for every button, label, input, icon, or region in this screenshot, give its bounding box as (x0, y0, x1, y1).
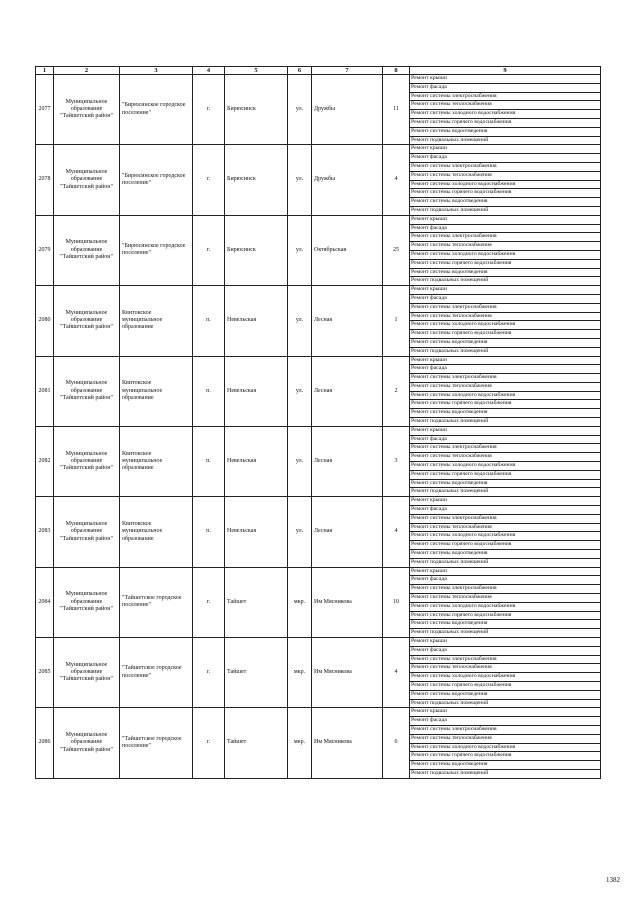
repair-work-cell: Ремонт системы горячего водоснабжения (410, 400, 601, 409)
repair-work-cell: Ремонт системы холодного водоснабжения (410, 180, 601, 189)
municipality-cell: Муниципальное образование "Тайшетский район" (54, 145, 120, 215)
house-number-cell: 3 (383, 426, 410, 496)
house-number-cell: 25 (383, 215, 410, 285)
repair-work-cell: Ремонт системы водоотведения (410, 690, 601, 699)
house-number-cell: 10 (383, 567, 410, 637)
repair-work-cell: Ремонт системы горячего водоснабжения (410, 611, 601, 620)
repair-work-cell: Ремонт системы электроснабжения (410, 725, 601, 734)
repair-work-cell: Ремонт системы теплоснабжения (410, 453, 601, 462)
repair-work-cell: Ремонт подвальных помещений (410, 136, 601, 145)
locality-type-cell: г. (193, 215, 225, 285)
repair-work-cell: Ремонт системы холодного водоснабжения (410, 462, 601, 471)
record-number: 2084 (36, 567, 54, 637)
table-row (36, 356, 601, 365)
repair-work-cell: Ремонт системы водоотведения (410, 268, 601, 277)
repair-work-cell: Ремонт системы холодного водоснабжения (410, 602, 601, 611)
header-row (36, 67, 601, 75)
repair-work-cell: Ремонт системы электроснабжения (410, 92, 601, 101)
repair-work-cell: Ремонт системы холодного водоснабжения (410, 321, 601, 330)
record-number: 2077 (36, 75, 54, 145)
repair-work-cell: Ремонт системы водоотведения (410, 761, 601, 770)
municipality-cell: Муниципальное образование "Тайшетский район" (54, 286, 120, 356)
municipality-cell: Муниципальное образование "Тайшетский район" (54, 215, 120, 285)
repair-work-cell: Ремонт системы теплоснабжения (410, 523, 601, 532)
repair-work-cell: Ремонт фасада (410, 506, 601, 515)
table-row (36, 497, 601, 506)
street-name-cell: Им Мясникова (312, 567, 383, 637)
repair-work-cell: Ремонт фасада (410, 365, 601, 374)
repair-work-cell: Ремонт системы горячего водоснабжения (410, 330, 601, 339)
record-number: 2082 (36, 426, 54, 496)
repair-work-cell: Ремонт системы водоотведения (410, 127, 601, 136)
repair-work-cell: Ремонт крыши (410, 286, 601, 295)
repair-work-cell: Ремонт системы теплоснабжения (410, 382, 601, 391)
street-name-cell: Лесная (312, 497, 383, 567)
locality-type-cell: г. (193, 567, 225, 637)
locality-name-cell: Тайшет (225, 638, 288, 708)
locality-name-cell: Невельская (225, 426, 288, 496)
table-row (36, 286, 601, 295)
table-row (36, 145, 601, 154)
repair-work-cell: Ремонт крыши (410, 426, 601, 435)
repair-work-cell: Ремонт крыши (410, 638, 601, 647)
settlement-cell: "Тайшетское городское поселение" (120, 638, 193, 708)
table-row (36, 708, 601, 717)
street-type-cell: ул. (288, 145, 312, 215)
repair-work-cell: Ремонт системы горячего водоснабжения (410, 189, 601, 198)
repair-work-cell: Ремонт системы теплоснабжения (410, 664, 601, 673)
repair-work-cell: Ремонт фасада (410, 83, 601, 92)
repair-work-cell: Ремонт фасада (410, 717, 601, 726)
repair-work-cell: Ремонт подвальных помещений (410, 347, 601, 356)
locality-type-cell: п. (193, 356, 225, 426)
record-number: 2081 (36, 356, 54, 426)
repair-work-cell: Ремонт крыши (410, 145, 601, 154)
settlement-cell: Квитокское муниципальное образование (120, 426, 193, 496)
locality-type-cell: п. (193, 286, 225, 356)
street-type-cell: ул. (288, 215, 312, 285)
record-number: 2086 (36, 708, 54, 778)
column-header-5: 5 (225, 67, 288, 75)
street-name-cell: Лесная (312, 356, 383, 426)
repair-work-cell: Ремонт системы горячего водоснабжения (410, 752, 601, 761)
street-type-cell: ул. (288, 356, 312, 426)
repair-work-cell: Ремонт системы электроснабжения (410, 514, 601, 523)
repair-work-cell: Ремонт фасада (410, 576, 601, 585)
house-number-cell: 6 (383, 708, 410, 778)
repair-work-cell: Ремонт крыши (410, 497, 601, 506)
settlement-cell: Квитокское муниципальное образование (120, 497, 193, 567)
municipality-cell: Муниципальное образование "Тайшетский район" (54, 497, 120, 567)
street-type-cell: ул. (288, 75, 312, 145)
column-header-7: 7 (312, 67, 383, 75)
table-row (36, 215, 601, 224)
street-name-cell: Октябрьская (312, 215, 383, 285)
repair-program-table (35, 66, 601, 779)
column-header-9: 9 (410, 67, 601, 75)
repair-work-cell: Ремонт системы водоотведения (410, 338, 601, 347)
repair-work-cell: Ремонт системы горячего водоснабжения (410, 470, 601, 479)
house-number-cell: 4 (383, 638, 410, 708)
repair-work-cell: Ремонт системы холодного водоснабжения (410, 250, 601, 259)
settlement-cell: "Бирюсинское городское поселение" (120, 75, 193, 145)
table-row (36, 75, 601, 84)
repair-work-cell: Ремонт системы холодного водоснабжения (410, 110, 601, 119)
repair-work-cell: Ремонт системы электроснабжения (410, 162, 601, 171)
locality-name-cell: Бирюсинск (225, 215, 288, 285)
settlement-cell: "Бирюсинское городское поселение" (120, 145, 193, 215)
column-header-4: 4 (193, 67, 225, 75)
repair-work-cell: Ремонт системы электроснабжения (410, 233, 601, 242)
repair-work-cell: Ремонт системы электроснабжения (410, 374, 601, 383)
repair-work-cell: Ремонт системы электроснабжения (410, 585, 601, 594)
repair-work-cell: Ремонт системы холодного водоснабжения (410, 673, 601, 682)
locality-type-cell: г. (193, 145, 225, 215)
repair-work-cell: Ремонт системы теплоснабжения (410, 171, 601, 180)
repair-work-cell: Ремонт фасада (410, 294, 601, 303)
municipality-cell: Муниципальное образование "Тайшетский район" (54, 638, 120, 708)
table-row (36, 567, 601, 576)
street-type-cell: ул. (288, 497, 312, 567)
house-number-cell: 4 (383, 497, 410, 567)
settlement-cell: "Тайшетское городское поселение" (120, 567, 193, 637)
repair-work-cell: Ремонт системы водоотведения (410, 409, 601, 418)
street-name-cell: Им Мясникова (312, 708, 383, 778)
column-header-3: 3 (120, 67, 193, 75)
municipality-cell: Муниципальное образование "Тайшетский район" (54, 75, 120, 145)
street-type-cell: ул. (288, 426, 312, 496)
repair-work-cell: Ремонт системы водоотведения (410, 479, 601, 488)
settlement-cell: "Бирюсинское городское поселение" (120, 215, 193, 285)
repair-work-cell: Ремонт системы горячего водоснабжения (410, 118, 601, 127)
repair-work-cell: Ремонт подвальных помещений (410, 769, 601, 778)
table-body (36, 75, 601, 779)
locality-type-cell: п. (193, 497, 225, 567)
street-type-cell: мкр. (288, 638, 312, 708)
repair-work-cell: Ремонт системы теплоснабжения (410, 734, 601, 743)
repair-work-cell: Ремонт фасада (410, 435, 601, 444)
street-type-cell: мкр. (288, 567, 312, 637)
repair-work-cell: Ремонт системы теплоснабжения (410, 242, 601, 251)
column-header-6: 6 (288, 67, 312, 75)
repair-work-cell: Ремонт фасада (410, 224, 601, 233)
repair-work-cell: Ремонт подвальных помещений (410, 699, 601, 708)
repair-work-cell: Ремонт крыши (410, 708, 601, 717)
record-number: 2080 (36, 286, 54, 356)
settlement-cell: Квитокское муниципальное образование (120, 356, 193, 426)
record-number: 2079 (36, 215, 54, 285)
table-row (36, 638, 601, 647)
street-name-cell: Дружбы (312, 145, 383, 215)
record-number: 2078 (36, 145, 54, 215)
repair-work-cell: Ремонт системы электроснабжения (410, 303, 601, 312)
locality-name-cell: Невельская (225, 356, 288, 426)
repair-work-cell: Ремонт фасада (410, 646, 601, 655)
municipality-cell: Муниципальное образование "Тайшетский район" (54, 426, 120, 496)
repair-work-cell: Ремонт крыши (410, 215, 601, 224)
municipality-cell: Муниципальное образование "Тайшетский район" (54, 708, 120, 778)
house-number-cell: 2 (383, 356, 410, 426)
repair-work-cell: Ремонт системы водоотведения (410, 550, 601, 559)
street-name-cell: Им Мясникова (312, 638, 383, 708)
locality-name-cell: Невельская (225, 497, 288, 567)
repair-work-cell: Ремонт подвальных помещений (410, 629, 601, 638)
column-header-2: 2 (54, 67, 120, 75)
table-header (36, 67, 601, 75)
record-number: 2083 (36, 497, 54, 567)
repair-work-cell: Ремонт подвальных помещений (410, 488, 601, 497)
repair-work-cell: Ремонт системы электроснабжения (410, 655, 601, 664)
house-number-cell: 1 (383, 286, 410, 356)
repair-work-cell: Ремонт системы теплоснабжения (410, 312, 601, 321)
repair-work-cell: Ремонт фасада (410, 154, 601, 163)
record-number: 2085 (36, 638, 54, 708)
house-number-cell: 4 (383, 145, 410, 215)
locality-name-cell: Бирюсинск (225, 75, 288, 145)
repair-work-cell: Ремонт системы водоотведения (410, 620, 601, 629)
locality-type-cell: г. (193, 708, 225, 778)
repair-work-cell: Ремонт системы теплоснабжения (410, 594, 601, 603)
repair-work-cell: Ремонт подвальных помещений (410, 206, 601, 215)
column-header-8: 8 (383, 67, 410, 75)
repair-work-cell: Ремонт системы горячего водоснабжения (410, 681, 601, 690)
locality-name-cell: Тайшет (225, 708, 288, 778)
repair-work-cell: Ремонт системы водоотведения (410, 198, 601, 207)
repair-work-cell: Ремонт системы холодного водоснабжения (410, 391, 601, 400)
repair-work-cell: Ремонт системы электроснабжения (410, 444, 601, 453)
repair-work-cell: Ремонт подвальных помещений (410, 418, 601, 427)
repair-work-cell: Ремонт подвальных помещений (410, 558, 601, 567)
street-type-cell: мкр. (288, 708, 312, 778)
repair-work-cell: Ремонт крыши (410, 567, 601, 576)
street-name-cell: Лесная (312, 426, 383, 496)
repair-work-cell: Ремонт системы горячего водоснабжения (410, 541, 601, 550)
street-name-cell: Лесная (312, 286, 383, 356)
table-row (36, 426, 601, 435)
repair-work-cell: Ремонт системы горячего водоснабжения (410, 259, 601, 268)
municipality-cell: Муниципальное образование "Тайшетский район" (54, 567, 120, 637)
locality-type-cell: п. (193, 426, 225, 496)
locality-name-cell: Тайшет (225, 567, 288, 637)
settlement-cell: Квитокское муниципальное образование (120, 286, 193, 356)
locality-name-cell: Невельская (225, 286, 288, 356)
repair-work-cell: Ремонт крыши (410, 75, 601, 84)
locality-type-cell: г. (193, 75, 225, 145)
municipality-cell: Муниципальное образование "Тайшетский район" (54, 356, 120, 426)
repair-work-cell: Ремонт системы холодного водоснабжения (410, 532, 601, 541)
page-number: 1382 (606, 876, 620, 884)
locality-name-cell: Бирюсинск (225, 145, 288, 215)
document-sheet (35, 66, 600, 779)
street-type-cell: ул. (288, 286, 312, 356)
repair-work-cell: Ремонт крыши (410, 356, 601, 365)
street-name-cell: Дружбы (312, 75, 383, 145)
house-number-cell: 11 (383, 75, 410, 145)
column-header-1: 1 (36, 67, 54, 75)
settlement-cell: "Тайшетское городское поселение" (120, 708, 193, 778)
repair-work-cell: Ремонт системы теплоснабжения (410, 101, 601, 110)
repair-work-cell: Ремонт системы холодного водоснабжения (410, 743, 601, 752)
locality-type-cell: г. (193, 638, 225, 708)
repair-work-cell: Ремонт подвальных помещений (410, 277, 601, 286)
